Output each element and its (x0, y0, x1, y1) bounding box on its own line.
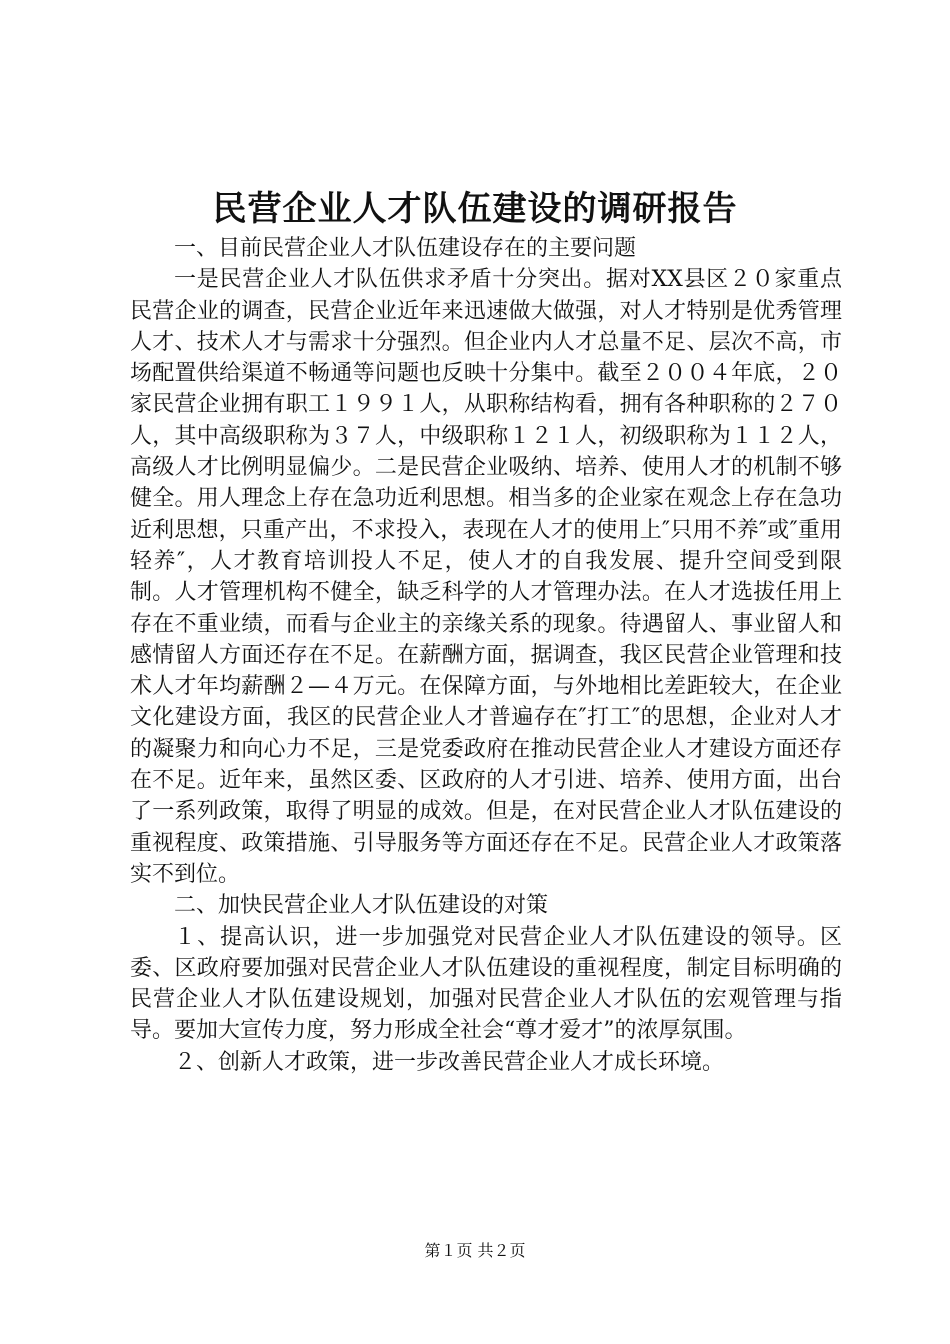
paragraph-measure-1: １、提高认识，进一步加强党对民营企业人才队伍建设的领导。区委、区政府要加强对民营企业人才队伍建设的重视程度，制定目标明确的民营企业人才队伍建设规划，加强对民营企业人才队伍的宏观管理与指导。要加大宣传力度，努力形成全社会“尊才爱才”的浓厚氛围。 (130, 924, 842, 1044)
paragraph-measure-2: ２、创新人才政策，进一步改善民营企业人才成长环境。 (174, 1049, 725, 1075)
page-number: 第１页 共２页 (424, 1241, 526, 1260)
section-heading-2: 二、加快民营企业人才队伍建设的对策 (174, 893, 549, 919)
document-title: 民营企业人才队伍建设的调研报告 (212, 189, 738, 229)
paragraph-problems: 一是民营企业人才队伍供求矛盾十分突出。据对XX县区２０家重点民营企业的调查，民营企业近年来迅速做大做强，对人才特别是优秀管理人才、技术人才与需求十分强烈。但企业内人才总量不足、层次不高，市场配置供给渠道不畅通等问题也反映十分集中。截至２００４年底，２０家民营企业拥有职工１９９１人，从职称结构看，拥有各种职称的２７０人，其中高级职称为３７人，中级职称１２１人，初级职称为１１２人，高级人才比例明显偏少。二是民营企业吸纳、培养、使用人才的机制不够健全。用人理念上存在急功近利思想。相当多的企业家在观念上存在急功近利思想，只重产出，不求投入，表现在人才的使用上″只用不养″或″重用轻养″，人才教育培训投人不足，使人才的自我发展、提升空间受到限制。人才管理机构不健全，缺乏科学的人才管理办法。在人才选拔任用上存在不重业绩，而看与企业主的亲缘关系的现象。待遇留人、事业留人和感情留人方面还存在不足。在薪酬方面，据调查，我区民营企业管理和技术人才年均薪酬２—４万元。在保障方面，与外地相比差距较大，在企业文化建设方面，我区的民营企业人才普遍存在″打工″的思想，企业对人才的凝聚力和向心力不足，三是党委政府在推动民营企业人才建设方面还存在不足。近年来，虽然区委、区政府的人才引进、培养、使用方面，出台了一系列政策，取得了明显的成效。但是，在对民营企业人才队伍建设的重视程度、政策措施、引导服务等方面还存在不足。民营企业人才政策落实不到位。 (130, 267, 842, 887)
document-body (130, 233, 842, 1078)
section-heading-1: 一、目前民营企业人才队伍建设存在的主要问题 (174, 236, 637, 261)
